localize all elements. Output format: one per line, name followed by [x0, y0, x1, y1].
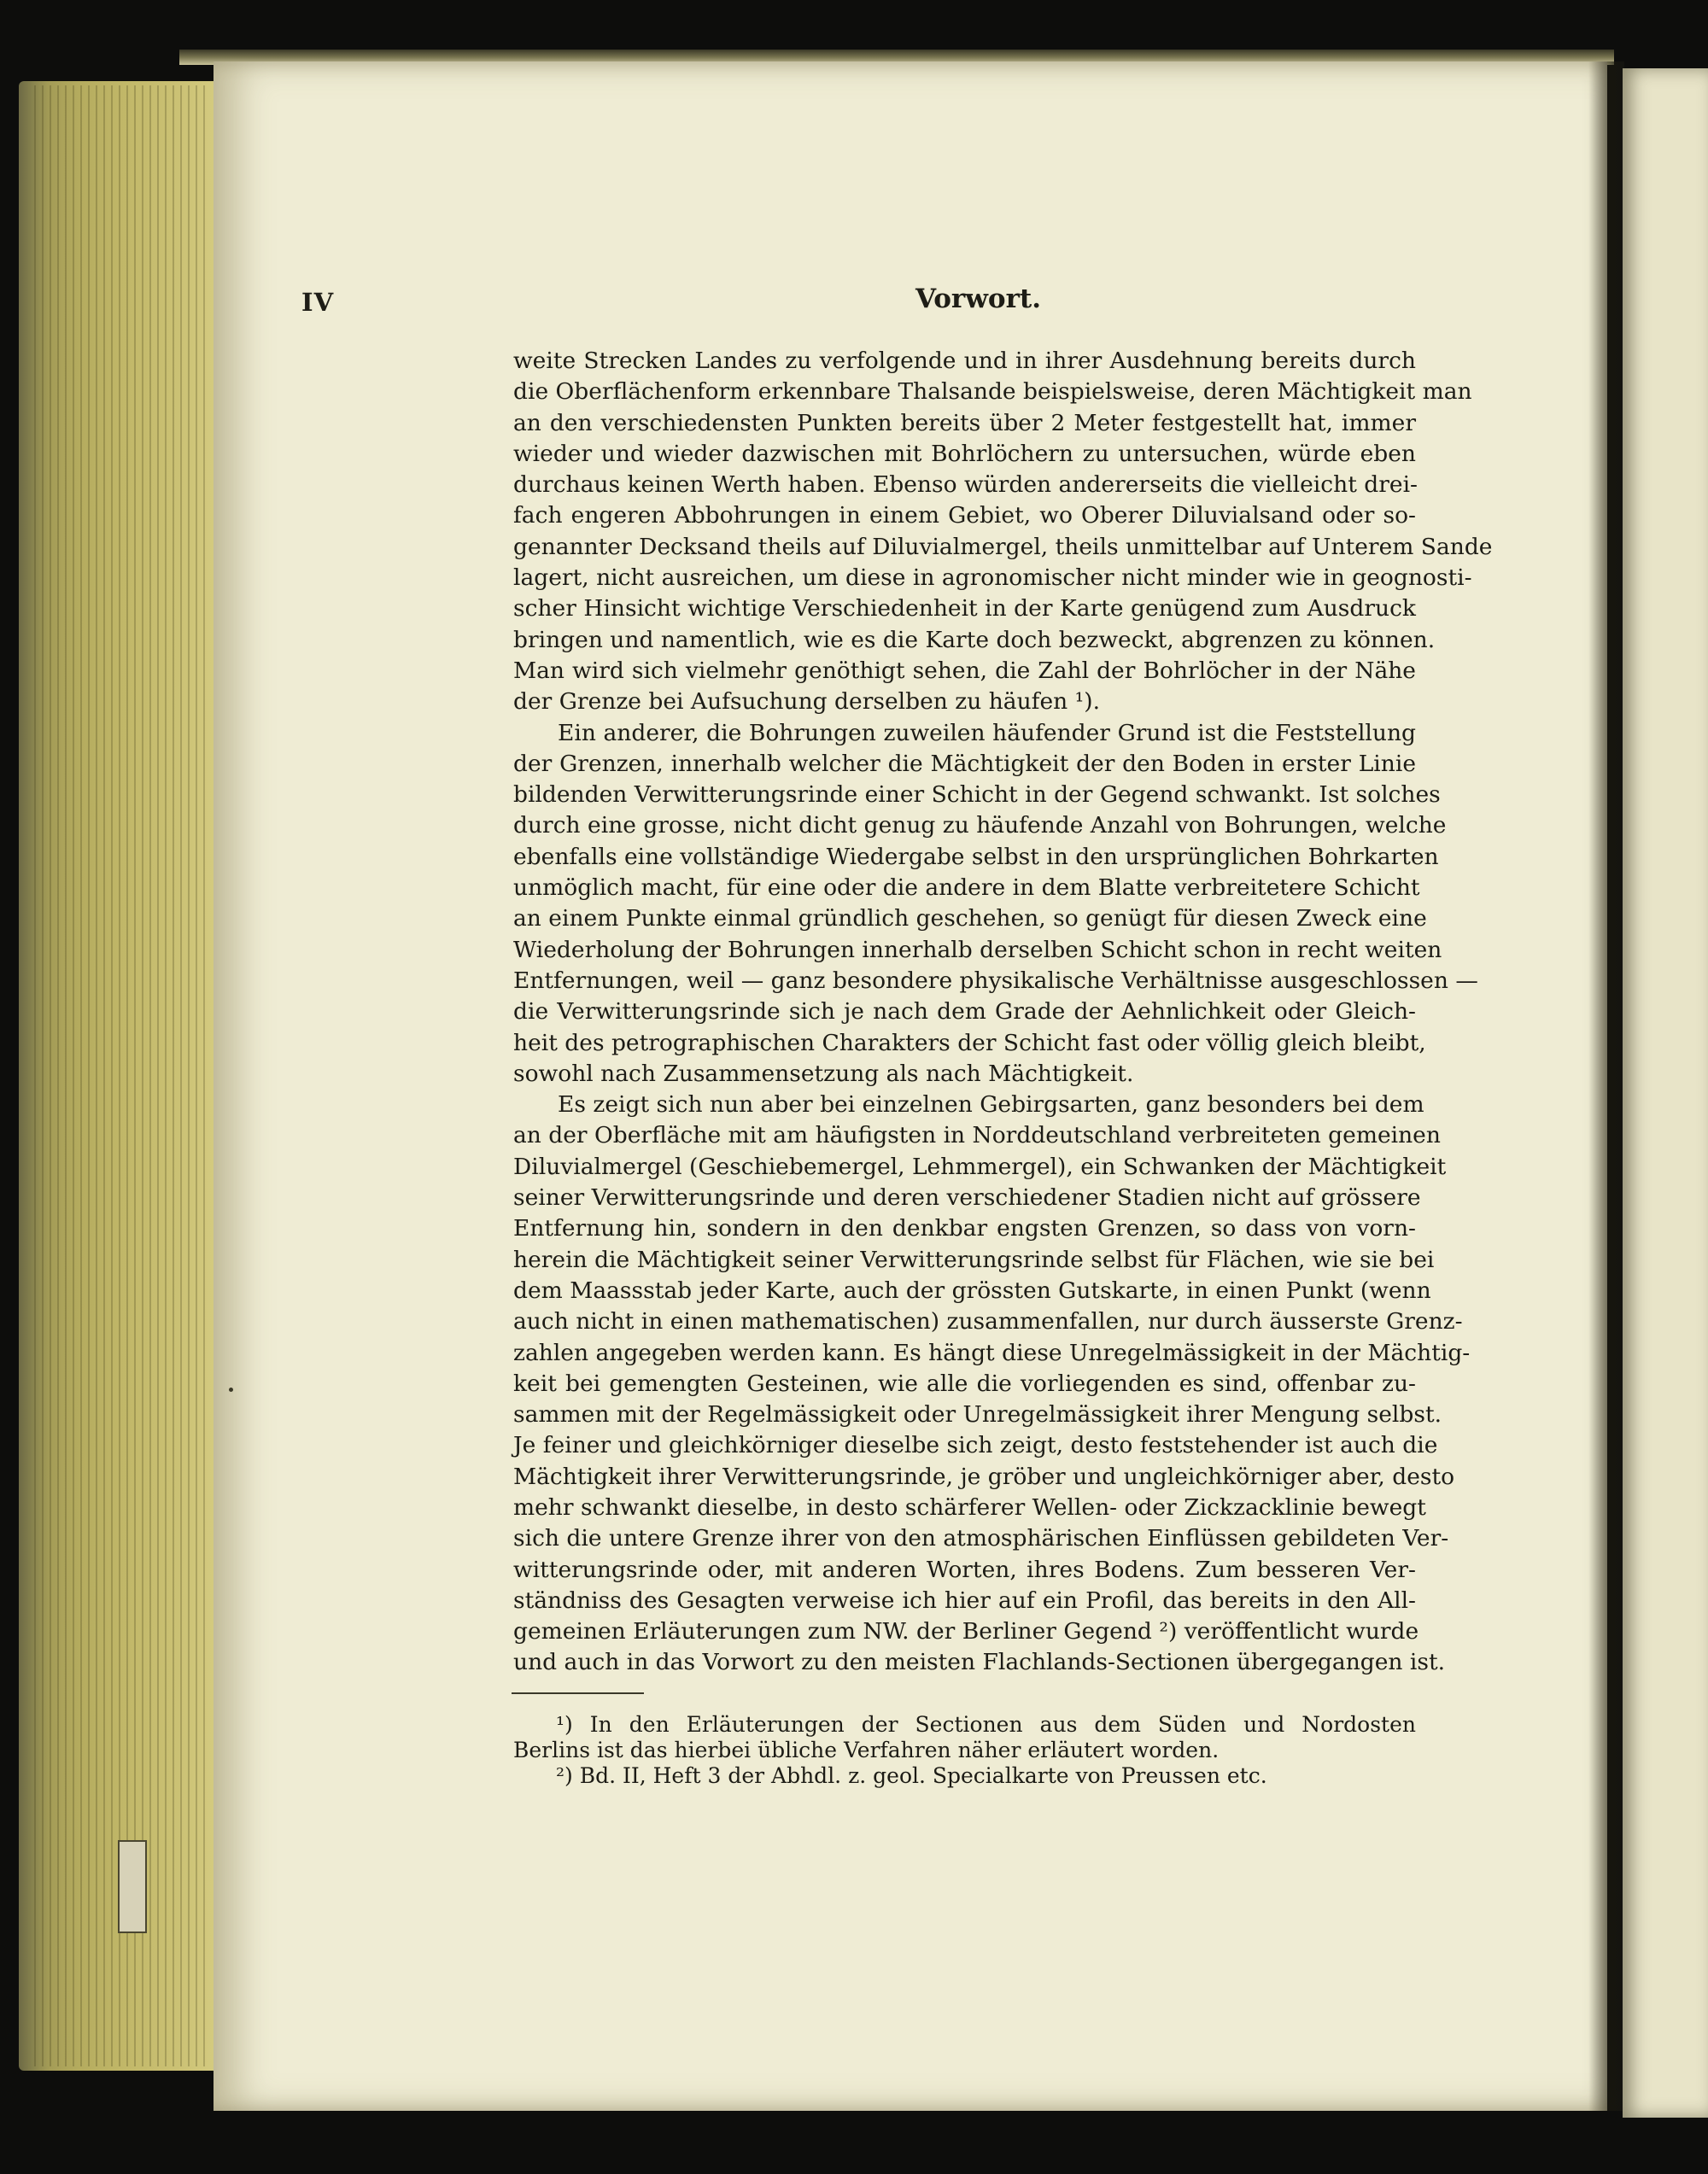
- text-line: seiner Verwitterungsrinde und deren verschiedener Stadien nicht auf grössere: [513, 1184, 1421, 1212]
- margin-mark: [229, 1388, 233, 1392]
- text-line: auch nicht in einen mathematischen) zusammenfallen, nur durch äusserste Grenz-: [513, 1308, 1463, 1335]
- text-line: bildenden Verwitterungsrinde einer Schicht in der Gegend schwankt. Ist solches: [513, 781, 1441, 809]
- text-line: ständniss des Gesagten verweise ich hier auf ein Profil, das bereits in den All-: [513, 1587, 1416, 1614]
- text-line: Es zeigt sich nun aber bei einzelnen Gebirgsarten, ganz besonders bei dem: [558, 1091, 1424, 1119]
- footnote-line: Berlins ist das hierbei übliche Verfahren näher erläutert worden.: [513, 1738, 1220, 1762]
- text-line: die Verwitterungsrinde sich je nach dem Grade der Aehnlichkeit oder Gleich-: [513, 998, 1416, 1026]
- text-line: durchaus keinen Werth haben. Ebenso würden andererseits die vielleicht drei-: [513, 471, 1418, 499]
- text-line: witterungsrinde oder, mit anderen Worten, ihres Bodens. Zum besseren Ver-: [513, 1556, 1416, 1583]
- text-line: Mächtigkeit ihrer Verwitterungsrinde, je gröber und ungleichkörniger aber, desto: [513, 1463, 1455, 1490]
- text-line: scher Hinsicht wichtige Verschiedenheit in der Karte genügend zum Ausdruck: [513, 595, 1416, 622]
- text-line: und auch in das Vorwort zu den meisten Flachlands-Sectionen übergegangen ist.: [513, 1649, 1446, 1676]
- page-number: IV: [301, 288, 335, 317]
- text-line: Je feiner und gleichkörniger dieselbe sich zeigt, desto feststehender ist auch die: [513, 1432, 1438, 1459]
- text-line: herein die Mächtigkeit seiner Verwitterungsrinde selbst für Flächen, wie sie bei: [513, 1246, 1435, 1273]
- text-line: Wiederholung der Bohrungen innerhalb derselben Schicht schon in recht weiten: [513, 936, 1442, 963]
- text-line: lagert, nicht ausreichen, um diese in agronomischer nicht minder wie in geognosti-: [513, 564, 1472, 592]
- text-line: Ein anderer, die Bohrungen zuweilen häufender Grund ist die Feststellung: [558, 719, 1416, 746]
- text-line: Entfernungen, weil — ganz besondere physikalische Verhältnisse ausgeschlossen —: [513, 967, 1478, 994]
- gutter-shadow: [1588, 61, 1624, 2111]
- text-line: an der Oberfläche mit am häufigsten in Norddeutschland verbreiteten gemeinen: [513, 1122, 1441, 1149]
- text-line: an einem Punkte einmal gründlich geschehen, so genügt für diesen Zweck eine: [513, 905, 1427, 932]
- text-line: Diluvialmergel (Geschiebemergel, Lehmmergel), ein Schwanken der Mächtigkeit: [513, 1153, 1447, 1180]
- text-line: keit bei gemengten Gesteinen, wie alle die vorliegenden es sind, offenbar zu-: [513, 1370, 1416, 1397]
- text-line: unmöglich macht, für eine oder die andere in dem Blatte verbreitetere Schicht: [513, 874, 1420, 902]
- shelf-label: [118, 1840, 147, 1933]
- text-line: ebenfalls eine vollständige Wiedergabe selbst in den ursprünglichen Bohrkarten: [513, 843, 1439, 870]
- footnotes: [513, 1712, 1416, 1789]
- page-edge-lines: [34, 85, 205, 2066]
- text-line: an den verschiedensten Punkten bereits über 2 Meter festgestellt hat, immer: [513, 409, 1416, 436]
- text-line: weite Strecken Landes zu verfolgende und in ihrer Ausdehnung bereits durch: [513, 348, 1416, 374]
- text-line: zahlen angegeben werden kann. Es hängt diese Unregelmässigkeit in der Mächtig-: [513, 1339, 1471, 1366]
- text-line: mehr schwankt dieselbe, in desto schärferer Wellen- oder Zickzacklinie bewegt: [513, 1493, 1426, 1521]
- text-line: die Oberflächenform erkennbare Thalsande beispielsweise, deren Mächtigkeit man: [513, 378, 1472, 406]
- text-line: wieder und wieder dazwischen mit Bohrlöchern zu untersuchen, würde eben: [513, 440, 1416, 467]
- text-line: sowohl nach Zusammensetzung als nach Mächtigkeit.: [513, 1060, 1134, 1087]
- text-line: fach engeren Abbohrungen in einem Gebiet, wo Oberer Diluvialsand oder so-: [513, 502, 1416, 529]
- text-line: gemeinen Erläuterungen zum NW. der Berliner Gegend ²) veröffentlicht wurde: [513, 1618, 1419, 1645]
- text-line: heit des petrographischen Charakters der Schicht fast oder völlig gleich bleibt,: [513, 1029, 1426, 1056]
- text-line: durch eine grosse, nicht dicht genug zu häufende Anzahl von Bohrungen, welche: [513, 812, 1447, 839]
- text-line: sich die untere Grenze ihrer von den atmosphärischen Einflüssen gebildeten Ver-: [513, 1525, 1449, 1552]
- text-line: der Grenze bei Aufsuchung derselben zu häufen ¹).: [513, 688, 1101, 716]
- facing-page: [1623, 68, 1708, 2118]
- text-line: genannter Decksand theils auf Diluvialmergel, theils unmittelbar auf Unterem Sande: [513, 533, 1493, 560]
- footnote-line: ²) Bd. II, Heft 3 der Abhdl. z. geol. Specialkarte von Preussen etc.: [556, 1763, 1267, 1788]
- body-text: [513, 346, 1493, 1679]
- footnote-line: ¹) In den Erläuterungen der Sectionen aus dem Süden und Nordosten: [556, 1712, 1416, 1737]
- text-line: bringen und namentlich, wie es die Karte doch bezweckt, abgrenzen zu können.: [513, 626, 1436, 653]
- text-line: sammen mit der Regelmässigkeit oder Unregelmässigkeit ihrer Mengung selbst.: [513, 1401, 1442, 1429]
- text-line: Entfernung hin, sondern in den denkbar engsten Grenzen, so dass von vorn-: [513, 1215, 1416, 1242]
- footnote-rule: [512, 1692, 644, 1694]
- running-head: Vorwort.: [915, 283, 1042, 314]
- text-line: dem Maassstab jeder Karte, auch der grössten Gutskarte, in einen Punkt (wenn: [513, 1277, 1431, 1304]
- text-line: Man wird sich vielmehr genöthigt sehen, die Zahl der Bohrlöcher in der Nähe: [513, 657, 1416, 684]
- text-line: der Grenzen, innerhalb welcher die Mächtigkeit der den Boden in erster Linie: [513, 750, 1416, 777]
